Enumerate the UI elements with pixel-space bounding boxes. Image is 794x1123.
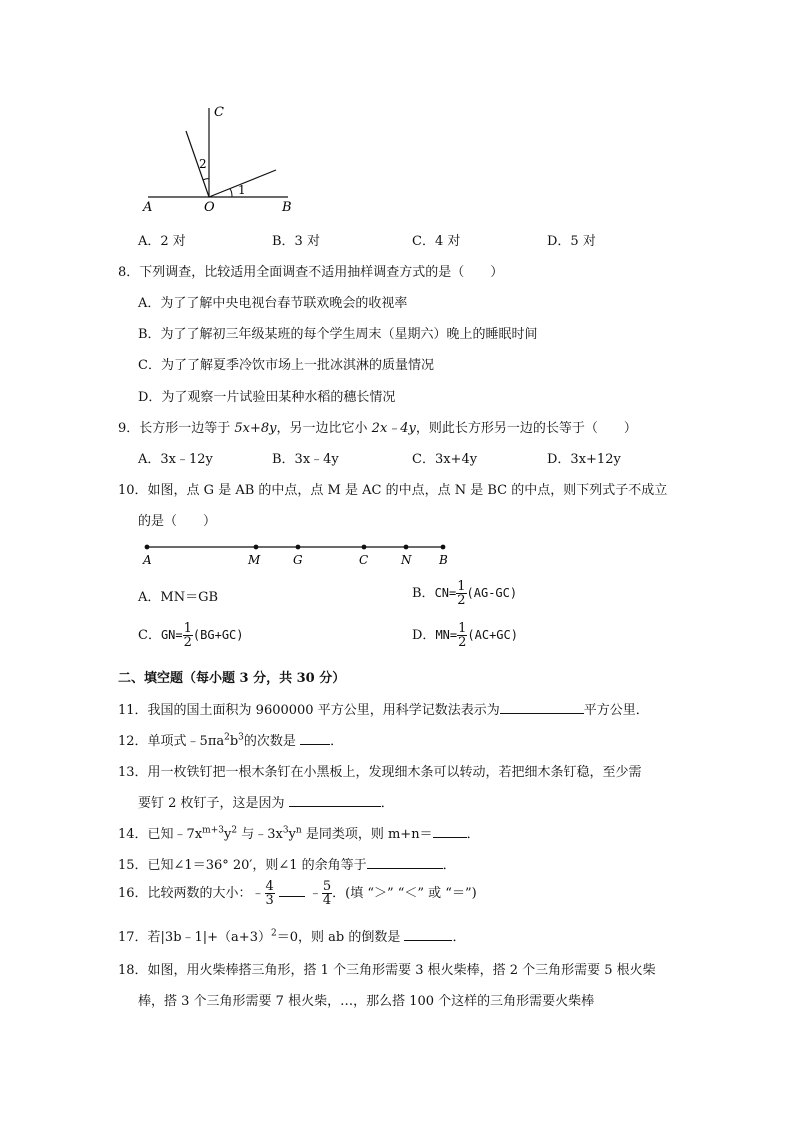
fraction-numerator: 1 bbox=[457, 579, 466, 594]
q9-stem-b: ，另一边比它小 bbox=[276, 421, 372, 436]
q9-expr1: 5x+8y bbox=[234, 421, 277, 436]
q15-answer-blank[interactable] bbox=[367, 856, 443, 869]
q13-text: 要钉 2 枚钉子，这是因为 bbox=[138, 796, 285, 811]
segment-figure bbox=[138, 538, 458, 570]
q9-option-d: D．3x+12y bbox=[547, 452, 621, 467]
q7-option-b: B．3 对 bbox=[272, 234, 320, 249]
q18-line2: 棒，搭 3 个三角形需要 7 根火柴，…，那么搭 100 个这样的三角形需要火柴棒 bbox=[138, 994, 595, 1009]
label-b: B bbox=[282, 200, 292, 215]
q8-option-d: D．为了观察一片试验田某种水稻的穗长情况 bbox=[138, 390, 396, 405]
label-1: 1 bbox=[238, 183, 246, 197]
q8-option-c: C．为了了解夏季冷饮市场上一批冰淇淋的质量情况 bbox=[138, 358, 434, 373]
q10-option-b bbox=[412, 580, 517, 607]
point-g bbox=[296, 545, 301, 550]
q14 bbox=[118, 823, 480, 842]
q13-line1: 13．用一枚铁钉把一根木条钉在小黑板上，发现细木条可以转动，若把细木条钉稳，至少需 bbox=[118, 765, 642, 780]
q16-fraction-2 bbox=[322, 880, 332, 907]
q16-fraction-1-num: 4 bbox=[265, 879, 274, 894]
q8-option-a: A．为了了解中央电视台春节联欢晚会的收视率 bbox=[138, 296, 408, 311]
q16-fraction-2-den: 4 bbox=[322, 893, 332, 908]
q11-text-end: 平方公里． bbox=[583, 703, 649, 718]
q10-option-d-rhs: (AC+GC) bbox=[467, 628, 518, 642]
q12-text-end: ． bbox=[330, 734, 344, 749]
q10-option-d-prefix: D． bbox=[412, 628, 436, 643]
q9-stem-a: 9．长方形一边等于 bbox=[118, 421, 235, 436]
q10-option-d-lhs: MN= bbox=[435, 628, 458, 642]
q12-sup-2: 3 bbox=[238, 732, 244, 743]
q10-option-b-prefix: B． bbox=[412, 586, 435, 601]
q10-option-c bbox=[138, 622, 244, 649]
fraction-half bbox=[457, 622, 467, 649]
label-point-g: G bbox=[293, 553, 303, 567]
q8-option-b: B．为了了解初三年级某班的每个学生周末（星期六）晚上的睡眠时间 bbox=[138, 327, 538, 342]
q14-var-2: y bbox=[288, 827, 296, 842]
q11 bbox=[118, 699, 649, 718]
q14-var-1: y bbox=[223, 827, 232, 842]
label-o: O bbox=[204, 200, 215, 215]
q15 bbox=[118, 854, 456, 873]
point-b bbox=[441, 545, 446, 550]
label-point-c: C bbox=[359, 553, 369, 567]
q13-text-end: ． bbox=[380, 796, 394, 811]
label-2: 2 bbox=[199, 157, 207, 171]
arc-angle-2 bbox=[203, 179, 209, 180]
fraction-half bbox=[456, 580, 466, 607]
label-point-m: M bbox=[248, 553, 261, 567]
point-m bbox=[254, 545, 259, 550]
angle-figure bbox=[130, 100, 310, 220]
q17-text-end: ． bbox=[452, 930, 466, 945]
point-c bbox=[362, 545, 367, 550]
q16-text-mid: ﹣ bbox=[308, 886, 322, 901]
q12-text: 12．单项式﹣5πa bbox=[118, 734, 225, 749]
fraction-denominator: 2 bbox=[457, 593, 466, 608]
q9-option-b: B．3x﹣4y bbox=[272, 452, 339, 467]
q11-answer-blank[interactable] bbox=[500, 701, 584, 714]
q7-option-a: A．2 对 bbox=[138, 234, 186, 249]
arc-angle-1 bbox=[230, 189, 232, 197]
q14-sup-4: n bbox=[295, 825, 302, 836]
q14-sup-2: 2 bbox=[231, 825, 238, 836]
q11-text: 11．我国的国土面积为 9600000 平方公里，用科学记数法表示为 bbox=[118, 703, 500, 718]
label-c: C bbox=[214, 105, 224, 120]
q12-sup-1: 2 bbox=[224, 732, 230, 743]
q9-expr2: 2x﹣4y bbox=[371, 421, 416, 436]
q14-text-end: ． bbox=[466, 827, 480, 842]
q17-text-mid: ＝0，则 ab 的倒数是 bbox=[276, 930, 401, 945]
q18-line1: 18．如图，用火柴棒搭三角形，搭 1 个三角形需要 3 根火柴棒，搭 2 个三角形需要 5 根火柴 bbox=[118, 963, 656, 978]
q14-sup-3: 3 bbox=[282, 825, 289, 836]
fraction-numerator: 1 bbox=[183, 621, 192, 636]
q10-option-c-prefix: C． bbox=[138, 628, 161, 643]
point-a bbox=[145, 545, 150, 550]
q14-sup-1: m+3 bbox=[202, 825, 224, 836]
label-point-a: A bbox=[143, 553, 152, 567]
fraction-denominator: 2 bbox=[183, 635, 192, 650]
q16-text: 16．比较两数的大小：﹣ bbox=[118, 886, 265, 901]
q10-stem-line1: 10．如图，点 G 是 AB 的中点，点 M 是 AC 的中点，点 N 是 BC 的中点，则下列式子不成立 bbox=[118, 483, 668, 498]
q16-text-end: ．(填 “＞” “＜” 或 “＝”) bbox=[332, 886, 477, 901]
q10-option-c-lhs: GN= bbox=[160, 628, 183, 642]
q14-text-post: 是同类项，则 m+n＝ bbox=[301, 827, 433, 842]
label-a: A bbox=[143, 200, 153, 215]
q7-option-d: D．5 对 bbox=[547, 234, 596, 249]
q17-sup: 2 bbox=[270, 928, 277, 939]
q10-option-d bbox=[412, 622, 518, 649]
q9-stem bbox=[118, 417, 637, 436]
q9-option-c: C．3x+4y bbox=[412, 452, 478, 467]
label-point-b: B bbox=[439, 553, 448, 567]
q16-fraction-2-num: 5 bbox=[322, 879, 332, 894]
q14-text: 14．已知﹣7x bbox=[118, 827, 203, 842]
q12 bbox=[118, 730, 343, 749]
q17 bbox=[118, 926, 465, 945]
q16-fraction-1 bbox=[265, 880, 275, 907]
q10-option-a: A．MN＝GB bbox=[138, 590, 219, 605]
q10-stem-line2: 的是（ ） bbox=[138, 514, 217, 529]
q13-answer-blank[interactable] bbox=[289, 794, 381, 807]
fraction-numerator: 1 bbox=[458, 621, 467, 636]
q13-line2 bbox=[138, 792, 394, 811]
fraction-denominator: 2 bbox=[458, 635, 467, 650]
q16 bbox=[118, 880, 477, 907]
q9-option-a: A．3x﹣12y bbox=[138, 452, 213, 467]
q10-option-b-lhs: CN= bbox=[434, 586, 457, 600]
q17-text: 17．若|3b﹣1|+（a+3） bbox=[118, 930, 271, 945]
q12-answer-blank[interactable] bbox=[300, 732, 330, 745]
q14-text-mid: 与﹣3x bbox=[237, 827, 283, 842]
q12-text-mid: 的次数是 bbox=[243, 734, 296, 749]
section-title: 二、填空题（每小题 3 分，共 30 分） bbox=[118, 671, 346, 686]
q16-answer-blank[interactable] bbox=[279, 884, 305, 897]
label-point-n: N bbox=[401, 553, 412, 567]
q10-option-b-rhs: (AG-GC) bbox=[466, 586, 518, 600]
q16-fraction-1-den: 3 bbox=[265, 893, 274, 908]
q9-stem-c: ，则此长方形另一边的长等于（ ） bbox=[415, 421, 637, 436]
q12-var-b: b bbox=[229, 734, 239, 749]
q17-answer-blank[interactable] bbox=[404, 928, 452, 941]
point-n bbox=[404, 545, 409, 550]
q7-option-c: C．4 对 bbox=[412, 234, 461, 249]
q15-text-end: ． bbox=[442, 858, 456, 873]
fraction-half bbox=[183, 622, 193, 649]
q15-text: 15．已知∠1＝36° 20′，则∠1 的余角等于 bbox=[118, 858, 367, 873]
q10-option-c-rhs: (BG+GC) bbox=[192, 628, 244, 642]
q14-answer-blank[interactable] bbox=[433, 825, 467, 838]
q8-stem: 8．下列调查，比较适用全面调查不适用抽样调查方式的是（ ） bbox=[118, 265, 504, 280]
